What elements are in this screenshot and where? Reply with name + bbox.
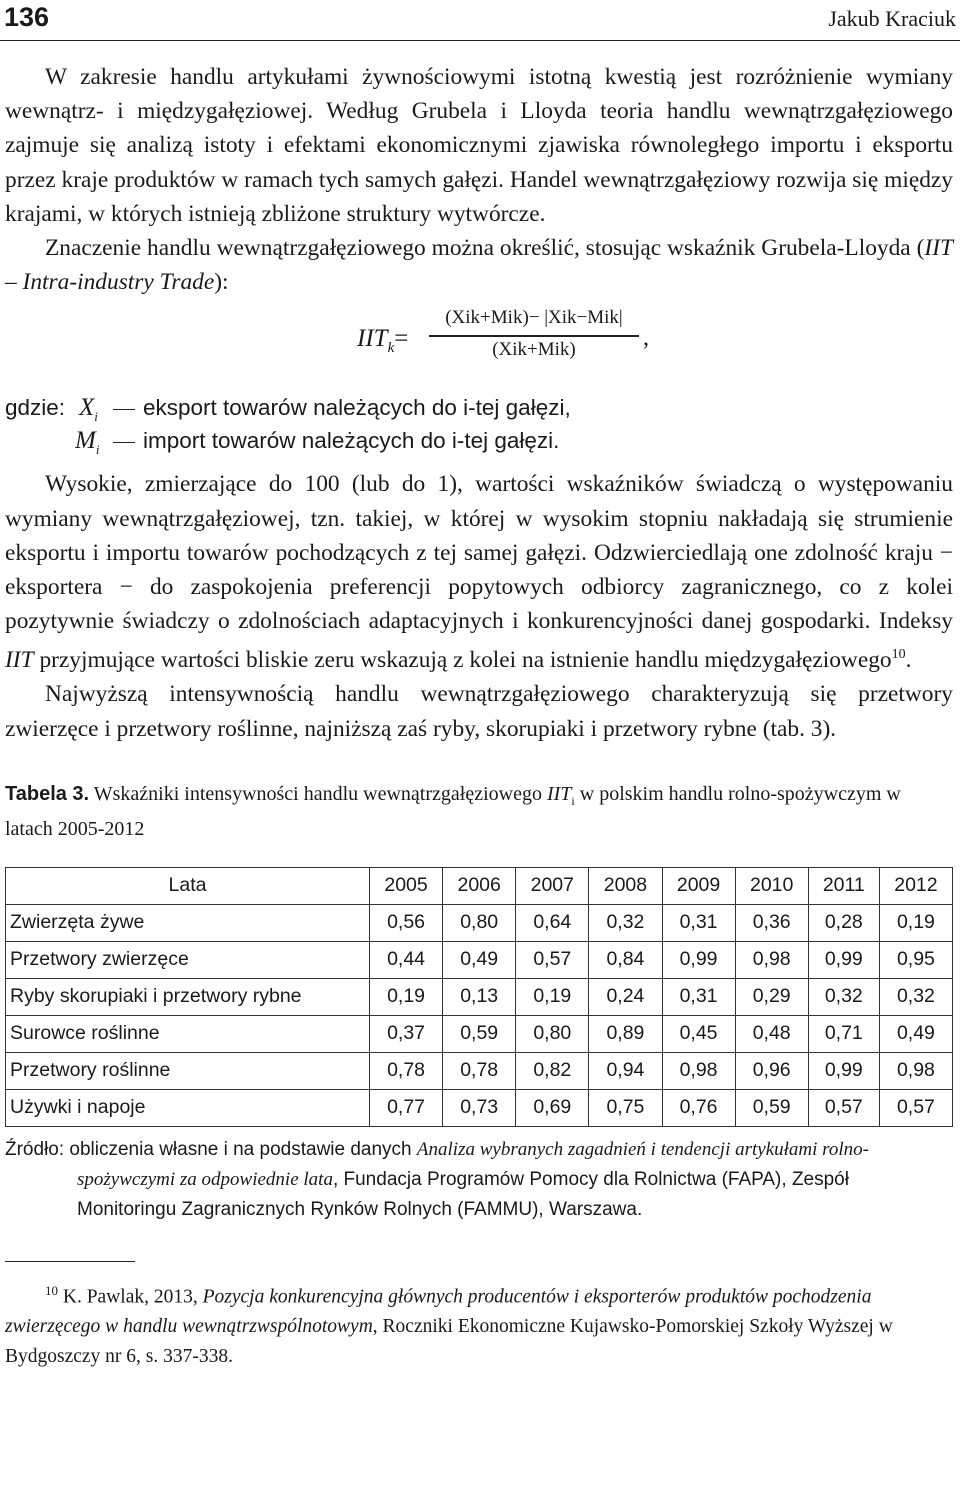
variable-definitions	[5, 391, 953, 457]
table-header-year: 2009	[662, 867, 735, 904]
table-cell: 0,80	[443, 904, 516, 941]
table-cell: 0,44	[370, 941, 443, 978]
running-author: Jakub Kraciuk	[828, 6, 956, 31]
table-source: Źródło: obliczenia własne i na podstawie danych Analiza wybranych zagadnień i tendencji artykułami rolno-spożywczymi za odpowiednie lata, Fundacja Programów Pomocy dla Rolnictwa (FAPA), Zespół Monitoringu Zagranicznych Rynków Rolnych (FAMMU), Warszawa.	[5, 1138, 869, 1220]
table-header-year: 2007	[516, 867, 589, 904]
fraction-bar	[429, 335, 639, 337]
table-cell: 0,57	[516, 941, 589, 978]
table-cell: 0,49	[879, 1015, 952, 1052]
table-cell: 0,64	[516, 904, 589, 941]
row-label: Surowce roślinne	[6, 1015, 370, 1052]
table-cell: 0,31	[662, 978, 735, 1015]
table-header-year: 2012	[879, 867, 952, 904]
table-cell: 0,98	[735, 941, 808, 978]
table-cell: 0,49	[443, 941, 516, 978]
paragraph-2	[5, 231, 953, 299]
table-row	[6, 1089, 953, 1126]
table-cell: 0,57	[808, 1089, 879, 1126]
table-cell: 0,32	[589, 904, 662, 941]
paragraph-2-start: Znaczenie handlu wewnątrzgałęziowego można określić, stosując wskaźnik Grubela-Lloyda (	[45, 235, 925, 262]
table-cell: 0,32	[879, 978, 952, 1015]
table-cell: 0,29	[735, 978, 808, 1015]
page-number: 136	[4, 2, 50, 32]
table-header-year: 2006	[443, 867, 516, 904]
iit-formula	[5, 305, 953, 387]
table-cell: 0,76	[662, 1089, 735, 1126]
symbol-x: $X_i$	[79, 394, 98, 425]
table-cell: 0,98	[662, 1052, 735, 1089]
table-cell: 0,99	[662, 941, 735, 978]
table-cell: 0,73	[443, 1089, 516, 1126]
definitions-intro: gdzie:	[5, 395, 66, 421]
paragraph-4: Najwyższą intensywnością handlu wewnątrzgałęziowego charakteryzują się przetwory zwierzęce i przetwory roślinne, najniższą zaś ryby, skorupiaki i przetwory rybne (tab. 3).	[5, 681, 953, 742]
table-body	[6, 904, 953, 1126]
table-cell: 0,71	[808, 1015, 879, 1052]
table-cell: 0,59	[443, 1015, 516, 1052]
table-cell: 0,96	[735, 1052, 808, 1089]
formula-lhs: $IIT_k=$	[357, 325, 409, 357]
table-cell: 0,77	[370, 1089, 443, 1126]
row-label: Ryby skorupiaki i przetwory rybne	[6, 978, 370, 1015]
table-header-row	[6, 867, 953, 904]
table-cell: 0,28	[808, 904, 879, 941]
paragraph-2-italic: IIT – Intra-industry Trade	[5, 235, 953, 296]
footnote-10: $^{10}$ K. Pawlak, 2013, Pozycja konkurencyjna głównych producentów i eksporterów produktów pochodzenia zwierzęcego w handlu wewnątrzwspólnotowym, Roczniki Ekonomiczne Kujawsko-Pomorskiej Szkoły Wyższej w Bydgoszczy nr 6, s. 337-338.	[5, 1282, 893, 1368]
definition-x	[5, 391, 953, 424]
table-header-label: Lata	[6, 867, 370, 904]
table-cell: 0,82	[516, 1052, 589, 1089]
row-label: Używki i napoje	[6, 1089, 370, 1126]
table-cell: 0,48	[735, 1015, 808, 1052]
table-header-year: 2008	[589, 867, 662, 904]
definition-m	[5, 424, 953, 457]
table-cell: 0,59	[735, 1089, 808, 1126]
formula-numerator: (Xik+Mik)− |Xik−Mik|	[445, 307, 623, 329]
table-cell: 0,36	[735, 904, 808, 941]
page-body	[5, 60, 953, 1372]
table-row	[6, 1052, 953, 1089]
table-cell: 0,13	[443, 978, 516, 1015]
table-cell: 0,57	[879, 1089, 952, 1126]
iit-table	[5, 867, 953, 1127]
table-header-year: 2005	[370, 867, 443, 904]
table-cell: 0,78	[443, 1052, 516, 1089]
table-cell: 0,24	[589, 978, 662, 1015]
table-cell: 0,84	[589, 941, 662, 978]
row-label: Przetwory roślinne	[6, 1052, 370, 1089]
row-label: Przetwory zwierzęce	[6, 941, 370, 978]
table-row	[6, 978, 953, 1015]
definition-m-text: import towarów należących do i-tej gałęzi.	[113, 424, 559, 457]
table-cell: 0,89	[589, 1015, 662, 1052]
table-caption-label: Tabela 3.	[5, 782, 90, 805]
definition-x-text: eksport towarów należących do i-tej gałęzi,	[113, 391, 571, 424]
table-cell: 0,98	[879, 1052, 952, 1089]
table-cell: 0,31	[662, 904, 735, 941]
table-cell: 0,69	[516, 1089, 589, 1126]
footnote-number: 10	[45, 1282, 58, 1298]
formula-denominator: (Xik+Mik)	[492, 338, 576, 360]
table-header-year: 2011	[808, 867, 879, 904]
formula-fraction	[429, 307, 639, 365]
table-cell: 0,45	[662, 1015, 735, 1052]
table-row	[6, 904, 953, 941]
running-header	[0, 0, 960, 41]
table-cell: 0,99	[808, 941, 879, 978]
table-header-year: 2010	[735, 867, 808, 904]
paragraph-1: W zakresie handlu artykułami żywnościowymi istotną kwestią jest rozróżnienie wymiany wewnątrz- i międzygałęziowej. Według Grubela i Lloyda teoria handlu wewnątrzgałęziowego zajmuje się analizą istoty i efektami ekonomicznymi zjawiska równoległego importu i eksportu przez kraje produktów w ramach tych samych gałęzi. Handel wewnątrzgałęziowy rozwija się między krajami, w których istnieją zbliżone struktury wytwórcze.	[5, 64, 953, 227]
table-cell: 0,99	[808, 1052, 879, 1089]
symbol-m: $M_i$	[75, 427, 100, 458]
table-cell: 0,19	[879, 904, 952, 941]
footnote-ref: 10	[891, 647, 906, 663]
table-row	[6, 1015, 953, 1052]
table-row	[6, 941, 953, 978]
formula-comma: ,	[643, 325, 649, 352]
table-cell: 0,95	[879, 941, 952, 978]
table-caption: Tabela 3. Wskaźniki intensywności handlu wewnątrzgałęziowego $IIT_i$ w polskim handlu rolno-spożywczym w latach 2005-2012	[5, 782, 901, 840]
row-label: Zwierzęta żywe	[6, 904, 370, 941]
table-cell: 0,32	[808, 978, 879, 1015]
paragraph-2-end: ):	[214, 269, 229, 296]
table-cell: 0,56	[370, 904, 443, 941]
table-cell: 0,75	[589, 1089, 662, 1126]
table-cell: 0,78	[370, 1052, 443, 1089]
table-cell: 0,94	[589, 1052, 662, 1089]
table-cell: 0,19	[370, 978, 443, 1015]
table-cell: 0,80	[516, 1015, 589, 1052]
table-cell: 0,19	[516, 978, 589, 1015]
table-cell: 0,37	[370, 1015, 443, 1052]
footnote-rule	[5, 1261, 135, 1262]
paragraph-3: Wysokie, zmierzające do 100 (lub do 1), wartości wskaźników świadczą o występowaniu wymiany wewnątrzgałęziowej, tzn. takiej, w której w wysokim stopniu nakładają się strumienie eksportu i importu towarów pochodzących z tej samej gałęzi. Odzwierciedlają one zdolność kraju − eksportera − do zaspokojenia preferencji popytowych odbiorcy zagranicznego, co z kolei pozytywnie świadczy o zdolnościach adaptacyjnych i konkurencyjności danej gospodarki. Indeksy IIT przyjmujące wartości bliskie zeru wskazują z kolei na istnienie handlu międzygałęziowego$^{10}$.	[5, 471, 953, 674]
